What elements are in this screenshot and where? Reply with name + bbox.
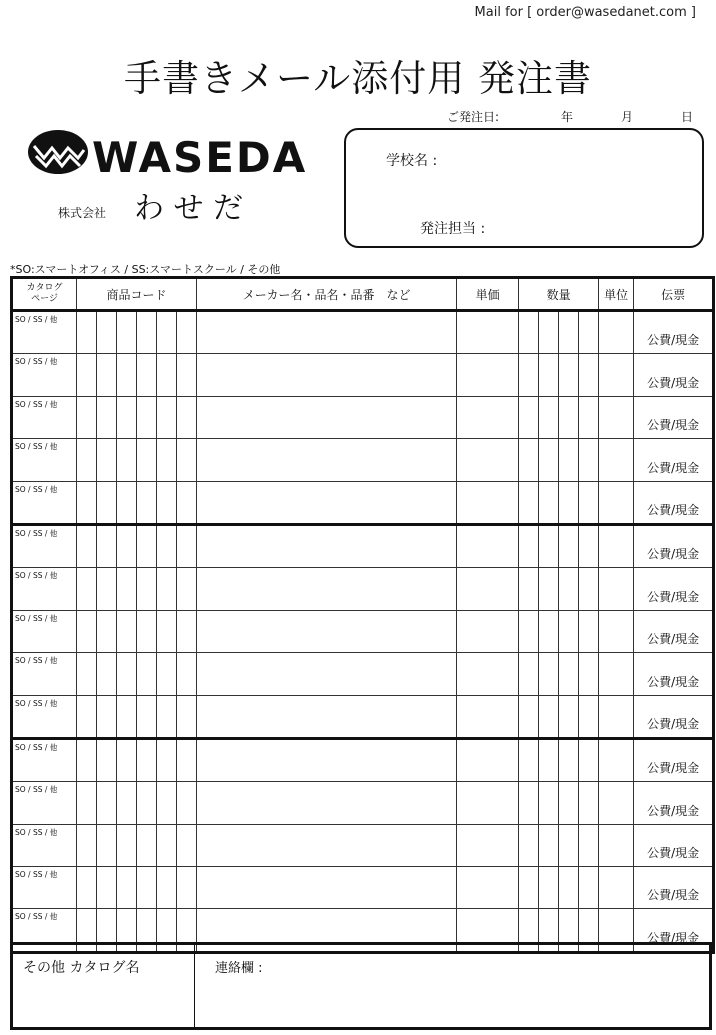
- product-code-digit[interactable]: [77, 396, 97, 438]
- unit-price-cell[interactable]: [457, 396, 519, 438]
- slip-options: 公費/現金: [647, 803, 700, 818]
- product-code-digit[interactable]: [177, 653, 197, 695]
- slip-select-cell[interactable]: [634, 782, 714, 824]
- quantity-digit[interactable]: [539, 568, 559, 610]
- catalog-select-cell[interactable]: [12, 653, 77, 695]
- maker-item-cell[interactable]: [197, 695, 457, 738]
- quantity-digit[interactable]: [579, 867, 599, 909]
- waseda-logo: [24, 128, 314, 228]
- waseda-emblem-icon: [28, 130, 88, 174]
- header-slip: 伝票: [634, 278, 714, 311]
- slip-options: 公費/現金: [647, 761, 700, 776]
- quantity-digit[interactable]: [519, 311, 539, 354]
- unit-cell[interactable]: [599, 738, 634, 781]
- product-code-digit[interactable]: [137, 396, 157, 438]
- quantity-digit[interactable]: [559, 782, 579, 824]
- table-row: [12, 524, 714, 567]
- quantity-digit[interactable]: [559, 524, 579, 567]
- product-code-digit[interactable]: [177, 695, 197, 738]
- unit-cell[interactable]: [599, 524, 634, 567]
- quantity-digit[interactable]: [519, 738, 539, 781]
- product-code-digit[interactable]: [97, 524, 117, 567]
- product-code-digit[interactable]: [77, 481, 97, 524]
- quantity-digit[interactable]: [539, 481, 559, 524]
- product-code-digit[interactable]: [97, 439, 117, 481]
- unit-price-cell[interactable]: [457, 481, 519, 524]
- table-header-row: [12, 278, 714, 311]
- product-code-digit[interactable]: [177, 354, 197, 396]
- maker-item-cell[interactable]: [197, 568, 457, 610]
- contact-label: 連絡欄 :: [215, 961, 263, 976]
- product-code-digit[interactable]: [77, 439, 97, 481]
- product-code-digit[interactable]: [177, 610, 197, 652]
- quantity-digit[interactable]: [519, 481, 539, 524]
- slip-options: 公費/現金: [647, 846, 700, 861]
- product-code-digit[interactable]: [97, 396, 117, 438]
- product-code-digit[interactable]: [137, 824, 157, 866]
- slip-select-cell[interactable]: [634, 568, 714, 610]
- slip-select-cell[interactable]: [634, 738, 714, 781]
- slip-select-cell[interactable]: [634, 439, 714, 481]
- quantity-digit[interactable]: [579, 481, 599, 524]
- unit-price-cell[interactable]: [457, 439, 519, 481]
- quantity-digit[interactable]: [539, 738, 559, 781]
- slip-options: 公費/現金: [647, 632, 700, 647]
- quantity-digit[interactable]: [579, 738, 599, 781]
- quantity-digit[interactable]: [539, 610, 559, 652]
- quantity-digit[interactable]: [559, 481, 579, 524]
- maker-item-cell[interactable]: [197, 610, 457, 652]
- product-code-digit[interactable]: [137, 481, 157, 524]
- table-row: [12, 653, 714, 695]
- quantity-digit[interactable]: [539, 354, 559, 396]
- quantity-digit[interactable]: [559, 568, 579, 610]
- footer-divider: [194, 945, 195, 1027]
- header-catalog-page: カタログ ページ: [12, 278, 77, 311]
- quantity-digit[interactable]: [519, 824, 539, 866]
- quantity-digit[interactable]: [519, 695, 539, 738]
- school-name-label: 学校名 :: [386, 153, 438, 169]
- product-code-digit[interactable]: [177, 311, 197, 354]
- product-code-digit[interactable]: [157, 738, 177, 781]
- product-code-digit[interactable]: [137, 311, 157, 354]
- product-code-digit[interactable]: [77, 867, 97, 909]
- quantity-digit[interactable]: [519, 524, 539, 567]
- table-row: [12, 439, 714, 481]
- maker-item-cell[interactable]: [197, 524, 457, 567]
- product-code-digit[interactable]: [117, 653, 137, 695]
- product-code-digit[interactable]: [157, 354, 177, 396]
- catalog-options: SO / SS / 他: [15, 399, 58, 409]
- quantity-digit[interactable]: [559, 610, 579, 652]
- product-code-digit[interactable]: [117, 695, 137, 738]
- product-code-digit[interactable]: [137, 782, 157, 824]
- quantity-digit[interactable]: [559, 653, 579, 695]
- product-code-digit[interactable]: [157, 610, 177, 652]
- catalog-select-cell[interactable]: [12, 396, 77, 438]
- quantity-digit[interactable]: [579, 610, 599, 652]
- slip-options: 公費/現金: [647, 460, 700, 475]
- product-code-digit[interactable]: [177, 738, 197, 781]
- slip-select-cell[interactable]: [634, 867, 714, 909]
- quantity-digit[interactable]: [539, 311, 559, 354]
- maker-item-cell[interactable]: [197, 867, 457, 909]
- unit-price-cell[interactable]: [457, 867, 519, 909]
- slip-select-cell[interactable]: [634, 695, 714, 738]
- product-code-digit[interactable]: [157, 782, 177, 824]
- unit-price-cell[interactable]: [457, 311, 519, 354]
- header-maker-item: メーカー名・品名・品番 など: [197, 278, 457, 311]
- quantity-digit[interactable]: [539, 782, 559, 824]
- product-code-digit[interactable]: [157, 524, 177, 567]
- slip-options: 公費/現金: [647, 502, 700, 517]
- quantity-digit[interactable]: [579, 824, 599, 866]
- product-code-digit[interactable]: [117, 311, 137, 354]
- catalog-options: SO / SS / 他: [15, 698, 58, 708]
- table-row: [12, 824, 714, 866]
- product-code-digit[interactable]: [97, 782, 117, 824]
- unit-cell[interactable]: [599, 867, 634, 909]
- slip-select-cell[interactable]: [634, 481, 714, 524]
- day-label: 日: [681, 110, 694, 124]
- product-code-digit[interactable]: [177, 481, 197, 524]
- slip-options: 公費/現金: [647, 333, 700, 348]
- product-code-digit[interactable]: [97, 568, 117, 610]
- company-prefix: 株式会社: [58, 206, 107, 220]
- company-name: わ せ だ: [134, 191, 244, 226]
- quantity-digit[interactable]: [519, 610, 539, 652]
- product-code-digit[interactable]: [177, 439, 197, 481]
- quantity-digit[interactable]: [559, 824, 579, 866]
- product-code-digit[interactable]: [157, 653, 177, 695]
- catalog-select-cell[interactable]: [12, 439, 77, 481]
- slip-select-cell[interactable]: [634, 653, 714, 695]
- unit-price-cell[interactable]: [457, 524, 519, 567]
- catalog-select-cell[interactable]: [12, 481, 77, 524]
- catalog-select-cell[interactable]: [12, 824, 77, 866]
- header-quantity: 数量: [519, 278, 599, 311]
- product-code-digit[interactable]: [137, 439, 157, 481]
- unit-cell[interactable]: [599, 396, 634, 438]
- quantity-digit[interactable]: [559, 311, 579, 354]
- slip-select-cell[interactable]: [634, 824, 714, 866]
- quantity-digit[interactable]: [559, 867, 579, 909]
- product-code-digit[interactable]: [97, 653, 117, 695]
- unit-cell[interactable]: [599, 439, 634, 481]
- product-code-digit[interactable]: [77, 653, 97, 695]
- quantity-digit[interactable]: [579, 439, 599, 481]
- product-code-digit[interactable]: [137, 867, 157, 909]
- quantity-digit[interactable]: [579, 653, 599, 695]
- product-code-digit[interactable]: [177, 824, 197, 866]
- product-code-digit[interactable]: [117, 439, 137, 481]
- unit-cell[interactable]: [599, 311, 634, 354]
- slip-options: 公費/現金: [647, 375, 700, 390]
- catalog-options: SO / SS / 他: [15, 613, 58, 623]
- unit-cell[interactable]: [599, 695, 634, 738]
- product-code-digit[interactable]: [157, 396, 177, 438]
- slip-options: 公費/現金: [647, 589, 700, 604]
- catalog-select-cell[interactable]: [12, 782, 77, 824]
- product-code-digit[interactable]: [157, 568, 177, 610]
- product-code-digit[interactable]: [77, 738, 97, 781]
- product-code-digit[interactable]: [137, 653, 157, 695]
- product-code-digit[interactable]: [137, 524, 157, 567]
- other-catalog-label: その他 カタログ名: [23, 960, 140, 976]
- unit-cell[interactable]: [599, 568, 634, 610]
- quantity-digit[interactable]: [539, 524, 559, 567]
- quantity-digit[interactable]: [539, 824, 559, 866]
- catalog-select-cell[interactable]: [12, 610, 77, 652]
- quantity-digit[interactable]: [559, 354, 579, 396]
- quantity-digit[interactable]: [579, 396, 599, 438]
- product-code-digit[interactable]: [157, 695, 177, 738]
- table-row: [12, 610, 714, 652]
- maker-item-cell[interactable]: [197, 824, 457, 866]
- footer-box: [10, 942, 712, 1030]
- logo-wordmark: WASEDA: [92, 133, 308, 182]
- maker-item-cell[interactable]: [197, 481, 457, 524]
- product-code-digit[interactable]: [117, 738, 137, 781]
- unit-cell[interactable]: [599, 653, 634, 695]
- product-code-digit[interactable]: [137, 568, 157, 610]
- catalog-options: SO / SS / 他: [15, 315, 58, 324]
- unit-price-cell[interactable]: [457, 782, 519, 824]
- month-label: 月: [621, 110, 634, 124]
- maker-item-cell[interactable]: [197, 782, 457, 824]
- product-code-digit[interactable]: [97, 481, 117, 524]
- product-code-digit[interactable]: [117, 610, 137, 652]
- unit-price-cell[interactable]: [457, 738, 519, 781]
- table-row: [12, 738, 714, 781]
- maker-item-cell[interactable]: [197, 653, 457, 695]
- product-code-digit[interactable]: [157, 824, 177, 866]
- slip-options: 公費/現金: [647, 930, 700, 945]
- unit-cell[interactable]: [599, 481, 634, 524]
- product-code-digit[interactable]: [157, 311, 177, 354]
- table-row: [12, 568, 714, 610]
- product-code-digit[interactable]: [137, 695, 157, 738]
- table-row: [12, 695, 714, 738]
- slip-options: 公費/現金: [647, 674, 700, 689]
- quantity-digit[interactable]: [539, 439, 559, 481]
- quantity-digit[interactable]: [579, 568, 599, 610]
- product-code-digit[interactable]: [177, 867, 197, 909]
- quantity-digit[interactable]: [519, 782, 539, 824]
- quantity-digit[interactable]: [539, 695, 559, 738]
- product-code-digit[interactable]: [157, 439, 177, 481]
- slip-select-cell[interactable]: [634, 524, 714, 567]
- product-code-digit[interactable]: [97, 738, 117, 781]
- quantity-digit[interactable]: [519, 354, 539, 396]
- product-code-digit[interactable]: [117, 396, 137, 438]
- product-code-digit[interactable]: [77, 824, 97, 866]
- product-code-digit[interactable]: [157, 481, 177, 524]
- catalog-options: SO / SS / 他: [15, 357, 58, 367]
- unit-price-cell[interactable]: [457, 824, 519, 866]
- catalog-select-cell[interactable]: [12, 738, 77, 781]
- unit-price-cell[interactable]: [457, 610, 519, 652]
- catalog-options: SO / SS / 他: [15, 870, 58, 880]
- product-code-digit[interactable]: [77, 568, 97, 610]
- product-code-digit[interactable]: [97, 354, 117, 396]
- unit-price-cell[interactable]: [457, 568, 519, 610]
- product-code-digit[interactable]: [77, 695, 97, 738]
- unit-price-cell[interactable]: [457, 354, 519, 396]
- product-code-digit[interactable]: [177, 782, 197, 824]
- order-staff-label: 発注担当 :: [420, 221, 486, 237]
- product-code-digit[interactable]: [117, 782, 137, 824]
- slip-options: 公費/現金: [647, 547, 700, 562]
- unit-cell[interactable]: [599, 824, 634, 866]
- quantity-digit[interactable]: [519, 653, 539, 695]
- maker-item-cell[interactable]: [197, 354, 457, 396]
- catalog-options: SO / SS / 他: [15, 742, 58, 752]
- maker-item-cell[interactable]: [197, 439, 457, 481]
- unit-cell[interactable]: [599, 610, 634, 652]
- catalog-options: SO / SS / 他: [15, 484, 58, 494]
- maker-item-cell[interactable]: [197, 738, 457, 781]
- catalog-options: SO / SS / 他: [15, 827, 58, 837]
- product-code-digit[interactable]: [117, 568, 137, 610]
- product-code-digit[interactable]: [97, 610, 117, 652]
- quantity-digit[interactable]: [559, 439, 579, 481]
- table-row: [12, 867, 714, 909]
- unit-price-cell[interactable]: [457, 653, 519, 695]
- product-code-digit[interactable]: [137, 738, 157, 781]
- product-code-digit[interactable]: [117, 354, 137, 396]
- product-code-digit[interactable]: [117, 524, 137, 567]
- product-code-digit[interactable]: [97, 867, 117, 909]
- quantity-digit[interactable]: [579, 524, 599, 567]
- quantity-digit[interactable]: [539, 867, 559, 909]
- quantity-digit[interactable]: [559, 738, 579, 781]
- product-code-digit[interactable]: [117, 481, 137, 524]
- school-info-box[interactable]: [344, 128, 704, 248]
- quantity-digit[interactable]: [539, 396, 559, 438]
- product-code-digit[interactable]: [157, 867, 177, 909]
- catalog-options: SO / SS / 他: [15, 528, 58, 538]
- page-title: 手書きメール添付用 発注書: [123, 57, 593, 100]
- header-product-code: 商品コード: [77, 278, 197, 311]
- quantity-digit[interactable]: [579, 695, 599, 738]
- table-row: [12, 396, 714, 438]
- product-code-digit[interactable]: [177, 568, 197, 610]
- quantity-digit[interactable]: [519, 396, 539, 438]
- table-row: [12, 782, 714, 824]
- product-code-digit[interactable]: [77, 610, 97, 652]
- maker-item-cell[interactable]: [197, 396, 457, 438]
- catalog-options: SO / SS / 他: [15, 571, 58, 581]
- quantity-digit[interactable]: [559, 396, 579, 438]
- quantity-digit[interactable]: [519, 568, 539, 610]
- quantity-digit[interactable]: [519, 867, 539, 909]
- catalog-abbreviation-note: *SO:スマートオフィス / SS:スマートスクール / その他: [10, 263, 281, 276]
- catalog-options: SO / SS / 他: [15, 785, 58, 795]
- product-code-digit[interactable]: [177, 524, 197, 567]
- catalog-select-cell[interactable]: [12, 524, 77, 567]
- catalog-select-cell[interactable]: [12, 568, 77, 610]
- quantity-digit[interactable]: [579, 311, 599, 354]
- order-table: [10, 276, 715, 954]
- product-code-digit[interactable]: [137, 610, 157, 652]
- product-code-digit[interactable]: [77, 524, 97, 567]
- year-label: 年: [561, 110, 574, 124]
- catalog-options: SO / SS / 他: [15, 912, 58, 922]
- table-row: [12, 354, 714, 396]
- product-code-digit[interactable]: [77, 311, 97, 354]
- slip-select-cell[interactable]: [634, 396, 714, 438]
- slip-select-cell[interactable]: [634, 311, 714, 354]
- mail-address-line: Mail for [ order@wasedanet.com ]: [474, 5, 696, 20]
- product-code-digit[interactable]: [77, 782, 97, 824]
- table-row: [12, 311, 714, 354]
- slip-options: 公費/現金: [647, 418, 700, 433]
- order-date-label: ご発注日:: [447, 110, 500, 124]
- product-code-digit[interactable]: [137, 354, 157, 396]
- product-code-digit[interactable]: [97, 311, 117, 354]
- quantity-digit[interactable]: [559, 695, 579, 738]
- catalog-select-cell[interactable]: [12, 354, 77, 396]
- product-code-digit[interactable]: [117, 867, 137, 909]
- slip-options: 公費/現金: [647, 716, 700, 731]
- slip-select-cell[interactable]: [634, 354, 714, 396]
- quantity-digit[interactable]: [579, 782, 599, 824]
- table-row: [12, 481, 714, 524]
- quantity-digit[interactable]: [579, 354, 599, 396]
- maker-item-cell[interactable]: [197, 311, 457, 354]
- catalog-options: SO / SS / 他: [15, 442, 58, 452]
- unit-price-cell[interactable]: [457, 695, 519, 738]
- product-code-digit[interactable]: [77, 354, 97, 396]
- quantity-digit[interactable]: [519, 439, 539, 481]
- product-code-digit[interactable]: [97, 824, 117, 866]
- product-code-digit[interactable]: [177, 396, 197, 438]
- unit-cell[interactable]: [599, 782, 634, 824]
- catalog-options: SO / SS / 他: [15, 656, 58, 666]
- product-code-digit[interactable]: [97, 695, 117, 738]
- unit-cell[interactable]: [599, 354, 634, 396]
- slip-options: 公費/現金: [647, 888, 700, 903]
- header-unit-price: 単価: [457, 278, 519, 311]
- product-code-digit[interactable]: [117, 824, 137, 866]
- catalog-select-cell[interactable]: [12, 695, 77, 738]
- header-unit: 単位: [599, 278, 634, 311]
- quantity-digit[interactable]: [539, 653, 559, 695]
- catalog-select-cell[interactable]: [12, 867, 77, 909]
- catalog-select-cell[interactable]: [12, 311, 77, 354]
- slip-select-cell[interactable]: [634, 610, 714, 652]
